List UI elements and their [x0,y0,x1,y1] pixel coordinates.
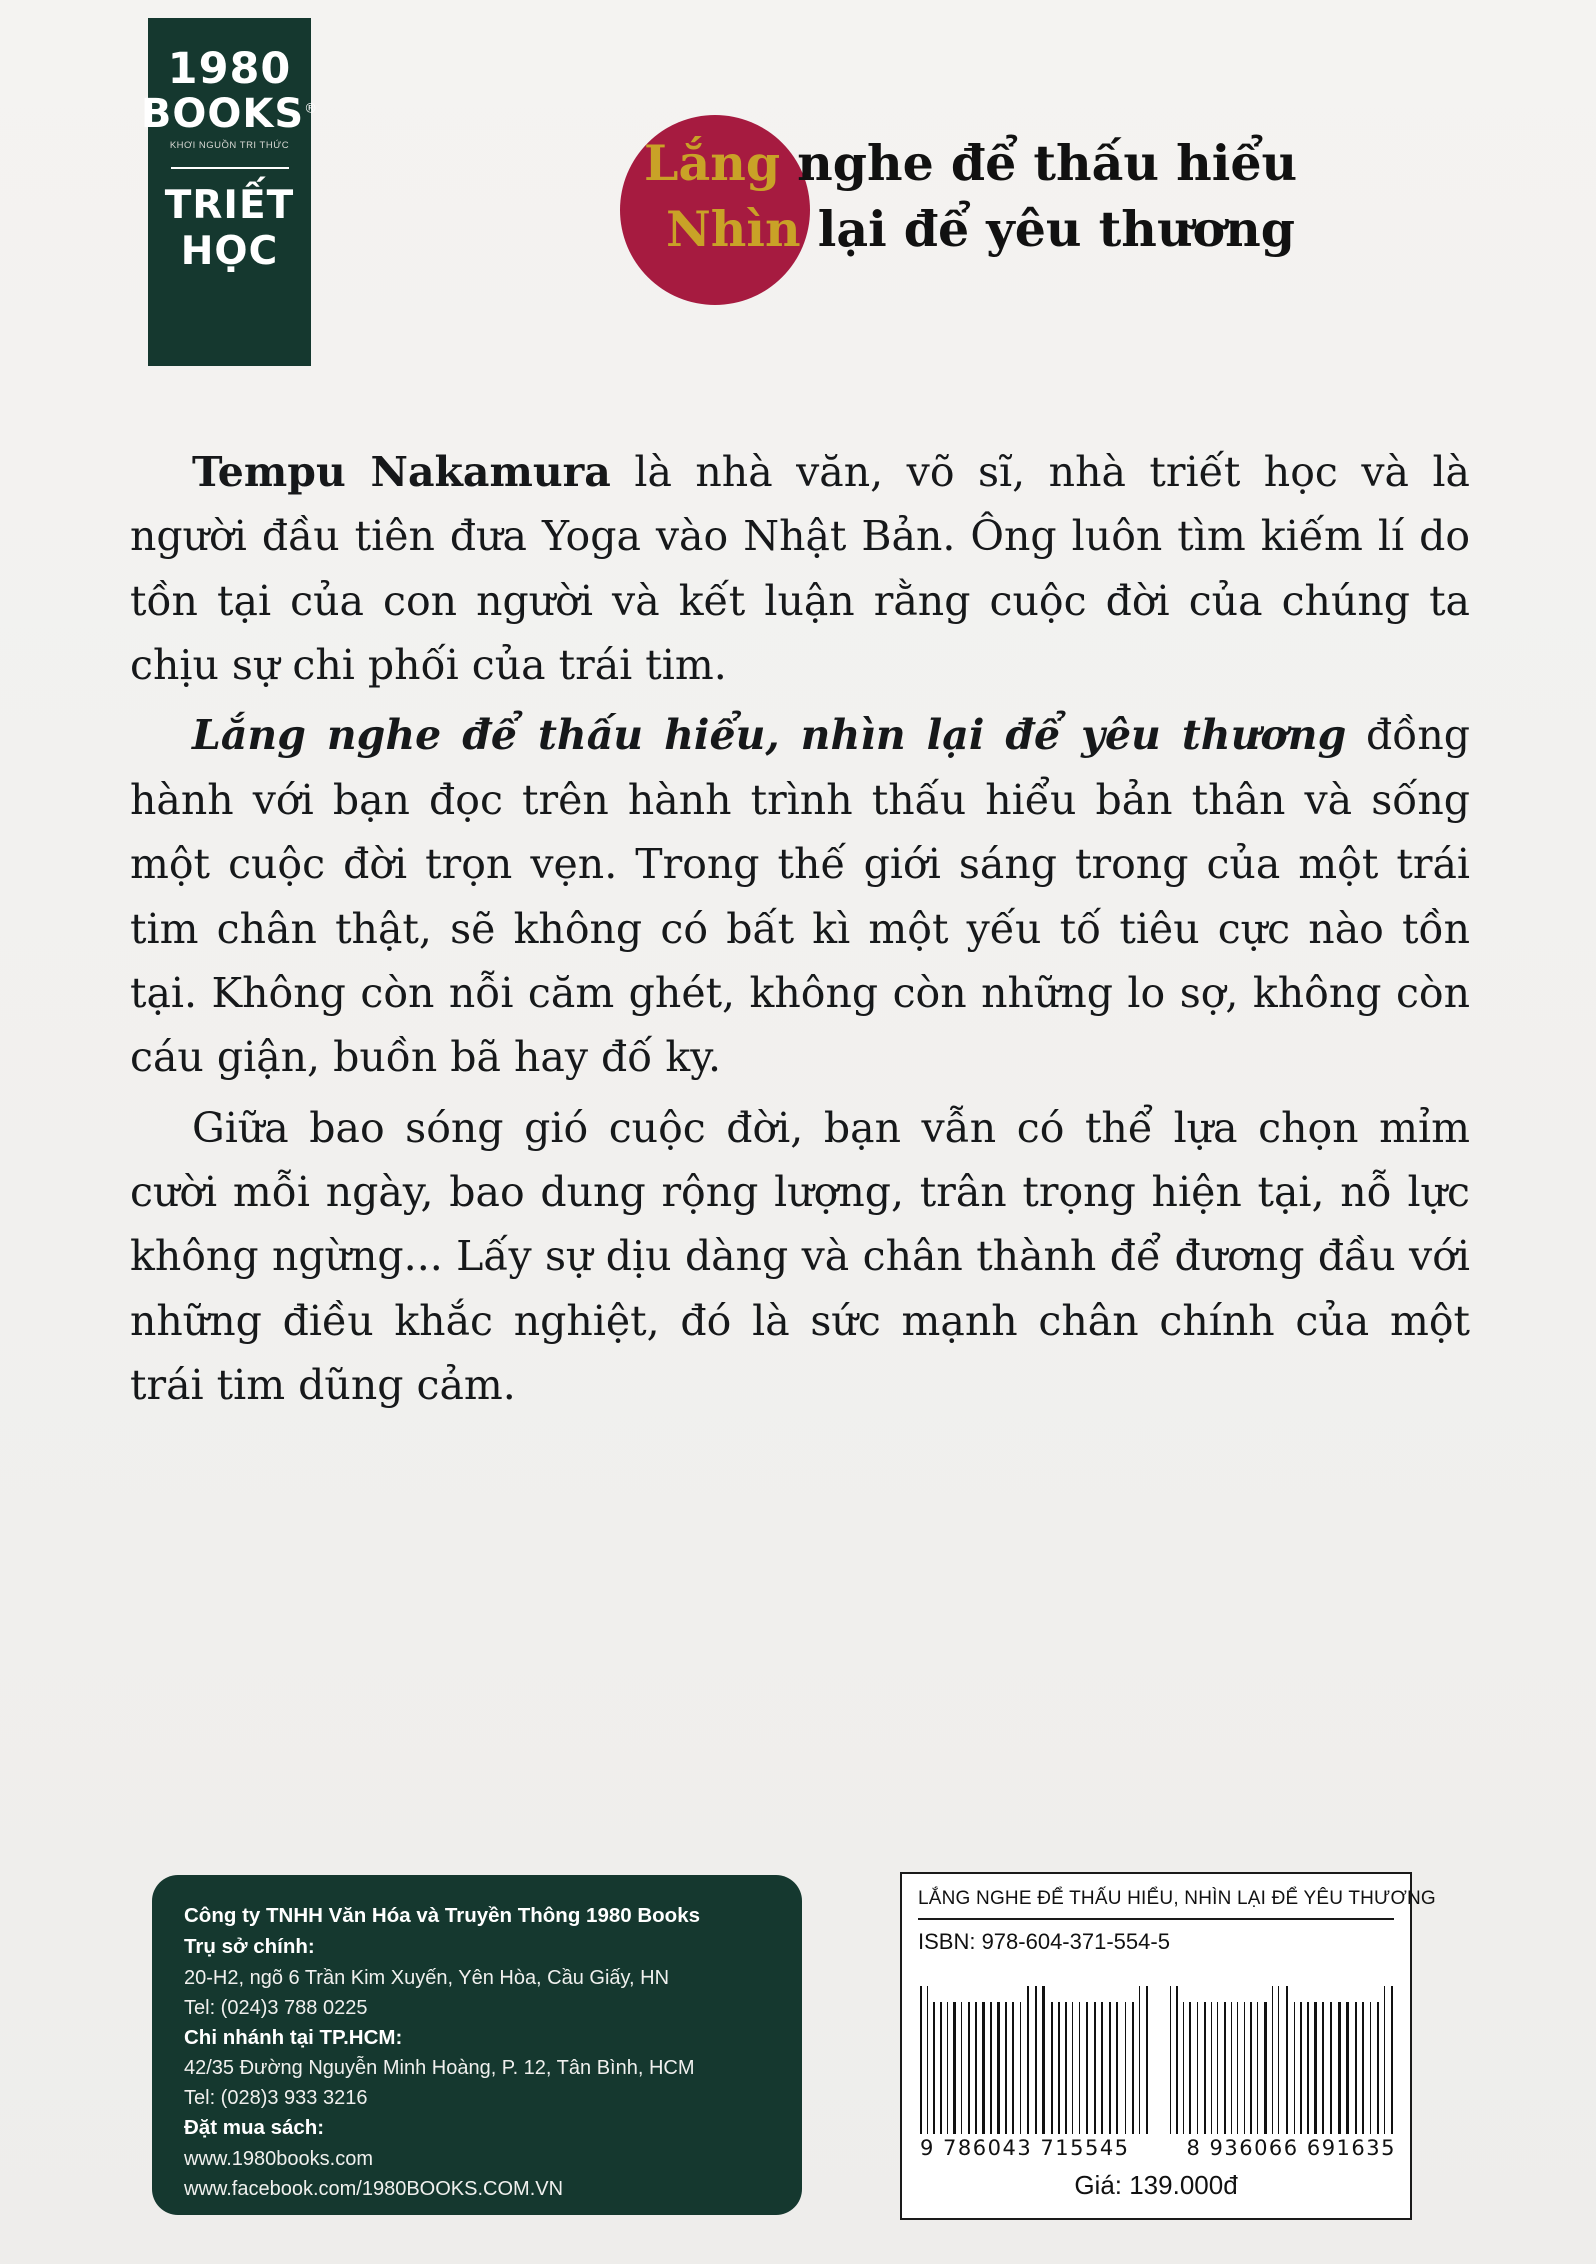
company-hq-address: 20-H2, ngõ 6 Trần Kim Xuyến, Yên Hòa, Cầu Giấy, HN [184,1966,670,1989]
publisher-tagline: KHƠI NGUỒN TRI THỨC [169,140,290,151]
barcode-right-digits: 8 936066 691635 [1186,2136,1396,2160]
title-line-1-highlight: Lắng [644,134,781,192]
blurb-paragraph-3: Giữa bao sóng gió cuộc đời, bạn vẫn có thể lựa chọn mỉm cười mỗi ngày, bao dung rộng lượng, trân trọng hiện tại, nỗ lực không ngừng... Lấy sự dịu dàng và chân thành để đương đầu với những điều khắc nghiệt, đó là sức mạnh chân chính của một trái tim dũng cảm. [130,1103,1470,1410]
barcode-digits-row [920,2136,1396,2160]
back-cover-blurb [130,440,1470,1423]
publisher-contact-block [152,1875,802,2215]
title-line-1 [644,130,1504,196]
title-line-2-rest: lại để yêu thương [800,200,1296,259]
isbn-barcode-block [900,1872,1436,2220]
registered-mark-icon: ® [304,101,319,117]
blurb-paragraph-2-rest: đồng hành với bạn đọc trên hành trình thấu hiểu bản thân và sống một cuộc đời trọn vẹn. Trong thế giới sáng trong của một trái tim chân thật, sẽ không có bất kì một yếu tố tiêu cực nào tồn tại. Không còn nỗi căm ghét, không còn những lo sợ, không còn cáu giận, buồn bã hay đố ky. [130,711,1470,1082]
publisher-logo-books [141,93,318,135]
barcode-left-digits: 9 786043 715545 [920,2136,1130,2160]
title-line-2-highlight: Nhìn [666,200,801,259]
company-branch-tel: Tel: (028)3 933 3216 [184,2087,368,2110]
title-line-1-rest: nghe để thấu hiểu [780,134,1298,192]
company-hq-tel: Tel: (024)3 788 0225 [184,1996,368,2019]
company-facebook[interactable]: www.facebook.com/1980BOOKS.COM.VN [184,2178,564,2200]
blurb-paragraph-1-rest: là nhà văn, võ sĩ, nhà triết học và là người đầu tiên đưa Yoga vào Nhật Bản. Ông luôn tìm kiếm lí do tồn tại của con người và kết luận rằng cuộc đời của chúng ta chịu sự chi phối của trái tim. [130,448,1470,690]
barcode-group [920,1986,1396,2134]
author-name: Tempu Nakamura [192,448,611,496]
badge-divider [171,167,289,169]
isbn-book-title: LẮNG NGHE ĐỂ THẤU HIỂU, NHÌN LẠI ĐỂ YÊU THƯƠNG [918,1888,1436,1909]
company-branch-label: Chi nhánh tại TP.HCM: [184,2025,403,2049]
title-line-2 [644,196,1504,262]
title-lines [644,130,1504,262]
company-order-label: Đặt mua sách: [184,2116,325,2140]
company-website[interactable]: www.1980books.com [184,2148,373,2170]
publisher-logo-year: 1980 [167,44,292,94]
category-line-2: HỌC [180,229,279,275]
company-hq-label: Trụ sở chính: [184,1934,315,1958]
book-title [620,110,1500,330]
isbn-number: ISBN: 978-604-371-554-5 [918,1928,1170,1954]
barcode-left [920,1986,1152,2134]
barcode-right [1170,1986,1396,2134]
publisher-badge [140,18,319,366]
category-line-1: TRIẾT [164,183,295,228]
price-label: Giá: 139.000đ [1074,2170,1238,2200]
blurb-book-title: Lắng nghe để thấu hiểu, nhìn lại để yêu thương [192,711,1347,760]
blurb-paragraph-2 [130,703,1470,1089]
company-branch-address: 42/35 Đường Nguyễn Minh Hoàng, P. 12, Tân Bình, HCM [184,2057,695,2080]
publisher-logo-books-text: BOOKS [140,91,305,137]
isbn-divider [918,1918,1394,1920]
blurb-paragraph-1 [130,440,1470,697]
company-name: Công ty TNHH Văn Hóa và Truyền Thông 1980 Books [184,1904,701,1927]
